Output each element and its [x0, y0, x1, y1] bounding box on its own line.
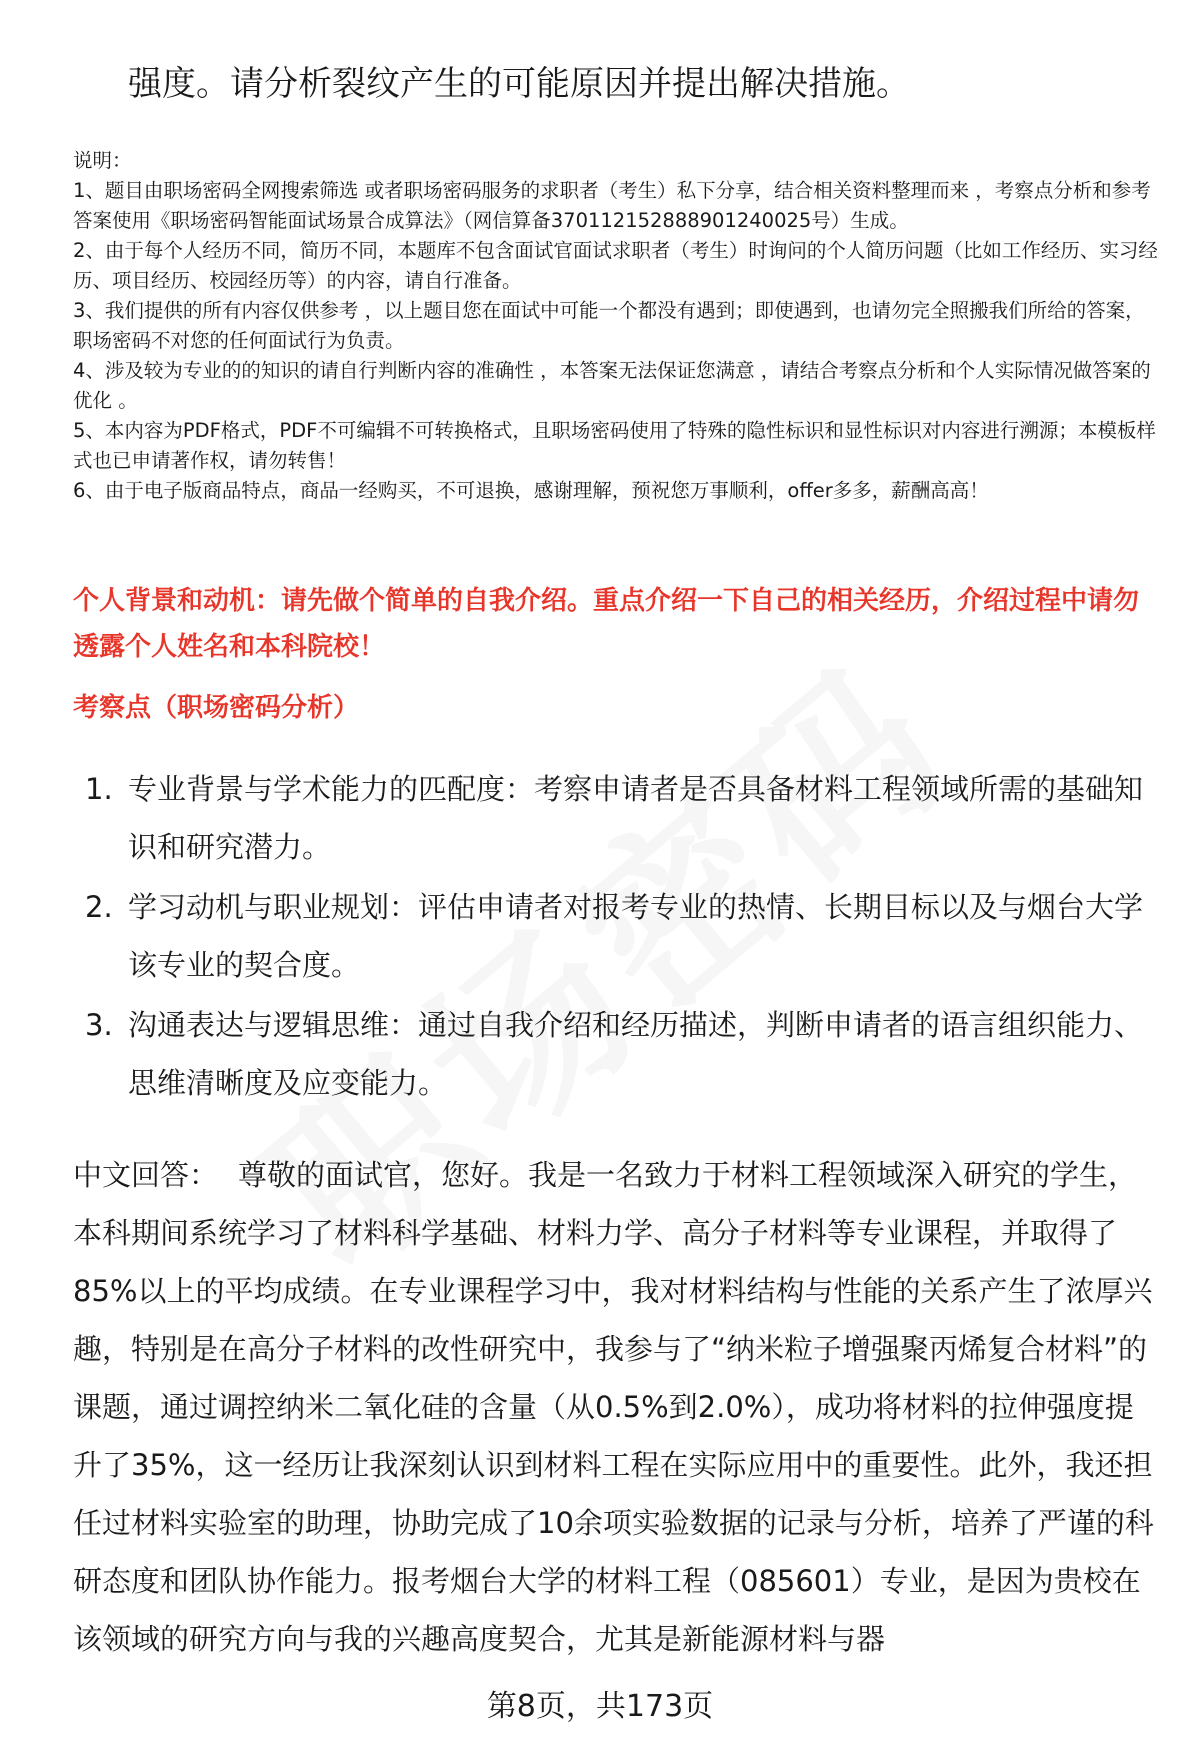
- question-continuation: 强度。请分析裂纹产生的可能原因并提出解决措施。: [128, 64, 910, 104]
- analysis-points: [73, 760, 1163, 1114]
- notes-item: 5、本内容为PDF格式，PDF不可编辑不可转换格式，且职场密码使用了特殊的隐性标识和显性标识对内容进行溯源；本模板样式也已申请著作权，请勿转售！: [73, 419, 1156, 472]
- point-text: 沟通表达与逻辑思维：通过自我介绍和经历描述，判断申请者的语言组织能力、思维清晰度及应变能力。: [128, 1008, 1144, 1100]
- notes-item: 1、题目由职场密码全网搜索筛选 或者职场密码服务的求职者（考生）私下分享，结合相关资料整理而来 ，考察点分析和参考答案使用《职场密码智能面试场景合成算法》（网信算备370112152888901240025号）生成。: [73, 179, 1151, 232]
- point-text: 学习动机与职业规划：评估申请者对报考专业的热情、长期目标以及与烟台大学该专业的契合度。: [128, 890, 1144, 982]
- notes-item: 6、由于电子版商品特点，商品一经购买，不可退换，感谢理解，预祝您万事顺利，offer多多，薪酬高高！: [73, 479, 989, 502]
- point-number: 2.: [85, 890, 113, 924]
- analysis-point: [73, 760, 1163, 876]
- notes-item: 3、我们提供的所有内容仅供参考 ，以上题目您在面试中可能一个都没有遇到；即使遇到，也请勿完全照搬我们所给的答案，职场密码不对您的任何面试行为负责。: [73, 299, 1145, 352]
- answer-text: 尊敬的面试官，您好。我是一名致力于材料工程领域深入研究的学生，本科期间系统学习了材料科学基础、材料力学、高分子材料等专业课程，并取得了85%以上的平均成绩。在专业课程学习中，我对材料结构与性能的关系产生了浓厚兴趣，特别是在高分子材料的改性研究中，我参与了“纳米粒子增强聚丙烯复合材料”的课题，通过调控纳米二氧化硅的含量（从0.5%到2.0%），成功将材料的拉伸强度提升了35%，这一经历让我深刻认识到材料工程在实际应用中的重要性。此外，我还担任过材料实验室的助理，协助完成了10余项实验数据的记录与分析，培养了严谨的科研态度和团队协作能力。报考烟台大学的材料工程（085601）专业，是因为贵校在该领域的研究方向与我的兴趣高度契合，尤其是新能源材料与器: [73, 1158, 1154, 1656]
- notes-item: 4、涉及较为专业的的知识的请自行判断内容的准确性 ，本答案无法保证您满意 ，请结合考察点分析和个人实际情况做答案的优化 。: [73, 359, 1151, 412]
- point-text: 专业背景与学术能力的匹配度：考察申请者是否具备材料工程领域所需的基础知识和研究潜力。: [128, 772, 1144, 864]
- analysis-heading: 考察点（职场密码分析）: [73, 693, 360, 723]
- answer-label: 中文回答：: [73, 1158, 219, 1192]
- answer-section: [73, 1146, 1158, 1668]
- notes-section: [73, 146, 1163, 506]
- analysis-point: [73, 996, 1163, 1112]
- interview-question: 个人背景和动机：请先做个简单的自我介绍。重点介绍一下自己的相关经历，介绍过程中请勿透露个人姓名和本科院校！: [73, 586, 1140, 662]
- notes-title: 说明：: [73, 149, 132, 172]
- page-number: 第8页，共173页: [486, 1689, 714, 1724]
- analysis-point: [73, 878, 1163, 994]
- point-number: 3.: [85, 1008, 113, 1042]
- notes-item: 2、由于每个人经历不同，简历不同，本题库不包含面试官面试求职者（考生）时询问的个人简历问题（比如工作经历、实习经历、项目经历、校园经历等）的内容，请自行准备。: [73, 239, 1158, 292]
- point-number: 1.: [85, 772, 113, 806]
